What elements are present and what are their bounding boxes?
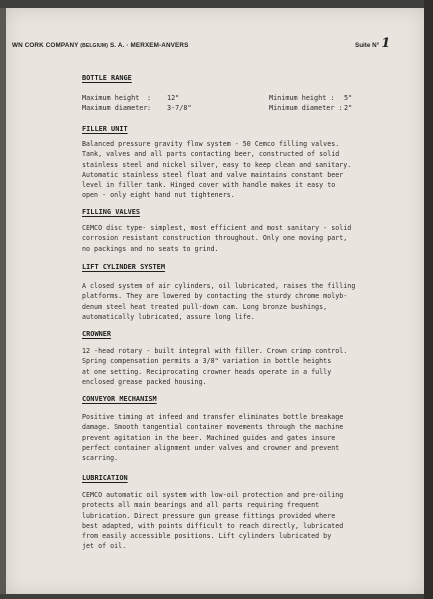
- row-value-2: 2": [344, 103, 353, 112]
- row-separator: :: [147, 103, 152, 112]
- text-line: Positive timing at infeed and transfer eliminates bottle breakage: [82, 413, 344, 421]
- lift-cylinder-text: [82, 281, 412, 322]
- heading-bottle-range: BOTTLE RANGE: [82, 74, 132, 82]
- text-line: corrosion resistant construction throughout. Only one moving part,: [82, 234, 348, 243]
- text-line: level in filler tank. Hinged cover with handle makes it easy to: [82, 181, 336, 190]
- row-label-2: Minimum height :: [269, 94, 335, 102]
- bottle-range-row: [82, 104, 382, 114]
- text-line: stainless steel and nickel silver, easy to keep clean and sanitary.: [82, 160, 352, 169]
- row-label-2: Minimum diameter :: [269, 103, 343, 112]
- row-separator: :: [147, 94, 152, 102]
- text-line: platforms. They are lowered by contacting the sturdy chrome molyb-: [82, 292, 348, 301]
- text-line: jet of oil.: [82, 542, 127, 551]
- row-value: 3-7/8": [167, 103, 192, 112]
- text-line: enclosed grease packed housing.: [82, 377, 207, 386]
- text-line: at one setting. Reciprocating crowner heads operate in a fully: [82, 367, 332, 376]
- text-line: perfect container alignment under valves and crowner and prevent: [82, 443, 340, 452]
- text-line: A closed system of air cylinders, oil lubricated, raises the filling: [82, 282, 356, 290]
- text-line: Automatic stainless steel float and valve maintains constant beer: [82, 170, 344, 179]
- row-value-2: 5": [344, 94, 353, 102]
- text-line: Balanced pressure gravity flow system - 50 Cemco filling valves.: [82, 140, 340, 148]
- text-line: 12 -head rotary - built integral with filler. Crown crimp control.: [82, 347, 348, 355]
- text-line: open - only eight hand nut tighteners.: [82, 191, 235, 200]
- heading-crowner: CROWNER: [82, 330, 112, 338]
- company-location: S. A. · MERXEM-ANVERS: [109, 42, 189, 49]
- text-line: damage. Smooth tangential container movements through the machine: [82, 423, 344, 432]
- conveyor-mechanism-text: [82, 412, 412, 463]
- heading-filling-valves: FILLING VALVES: [82, 208, 141, 216]
- text-line: no packings and no seats to grind.: [82, 244, 219, 253]
- suite-label: Suite N°: [355, 42, 380, 49]
- background-edge-right: [424, 0, 433, 599]
- filling-valves-text: [82, 223, 412, 254]
- text-line: denum steel heat treated pull-down cam. Long bronze bushings,: [82, 302, 328, 311]
- text-line: Spring compensation permits a 3/8" variation in bottle heights: [82, 357, 332, 366]
- heading-lift-cylinder-system: LIFT CYLINDER SYSTEM: [82, 263, 165, 271]
- company-name: WN CORK COMPANY: [12, 42, 79, 49]
- text-line: automatically lubricated, assure long life.: [82, 312, 255, 321]
- heading-conveyor-mechanism: CONVEYOR MECHANISM: [82, 395, 157, 403]
- text-line: from easily accessible positions. Lift cylinders lubricated by: [82, 532, 332, 541]
- row-label: Maximum diameter: [82, 103, 148, 112]
- filler-unit-text: [82, 139, 412, 201]
- heading-filler-unit: FILLER UNIT: [82, 125, 128, 133]
- text-line: CEMCO automatic oil system with low-oil protection and pre-oiling: [82, 491, 344, 499]
- row-label: Maximum height: [82, 94, 140, 102]
- text-line: Tank, valves and all parts contacting beer, constructed of solid: [82, 150, 340, 159]
- page-number: [355, 36, 390, 51]
- crowner-text: [82, 346, 412, 387]
- text-line: protects all main bearings and all parts requiring frequent: [82, 501, 320, 510]
- lubrication-text: [82, 490, 412, 552]
- text-line: prevent agitation in the beer. Machined guides and gates insure: [82, 433, 336, 442]
- bottle-range-table: [82, 94, 382, 113]
- text-line: best adapted, with points difficult to reach directly, lubricated: [82, 521, 344, 530]
- heading-lubrication: LUBRICATION: [82, 474, 128, 482]
- text-line: lubrication. Direct pressure gun grease fittings provided where: [82, 511, 336, 520]
- text-line: CEMCO disc type- simplest, most efficient and most sanitary - solid: [82, 224, 352, 232]
- bottle-range-row: [82, 94, 382, 104]
- company-letterhead: [12, 42, 188, 49]
- row-value: 12": [167, 94, 180, 102]
- company-region: (BELGIUM): [80, 43, 109, 49]
- suite-number: 1: [381, 36, 391, 51]
- text-line: scarring.: [82, 454, 119, 463]
